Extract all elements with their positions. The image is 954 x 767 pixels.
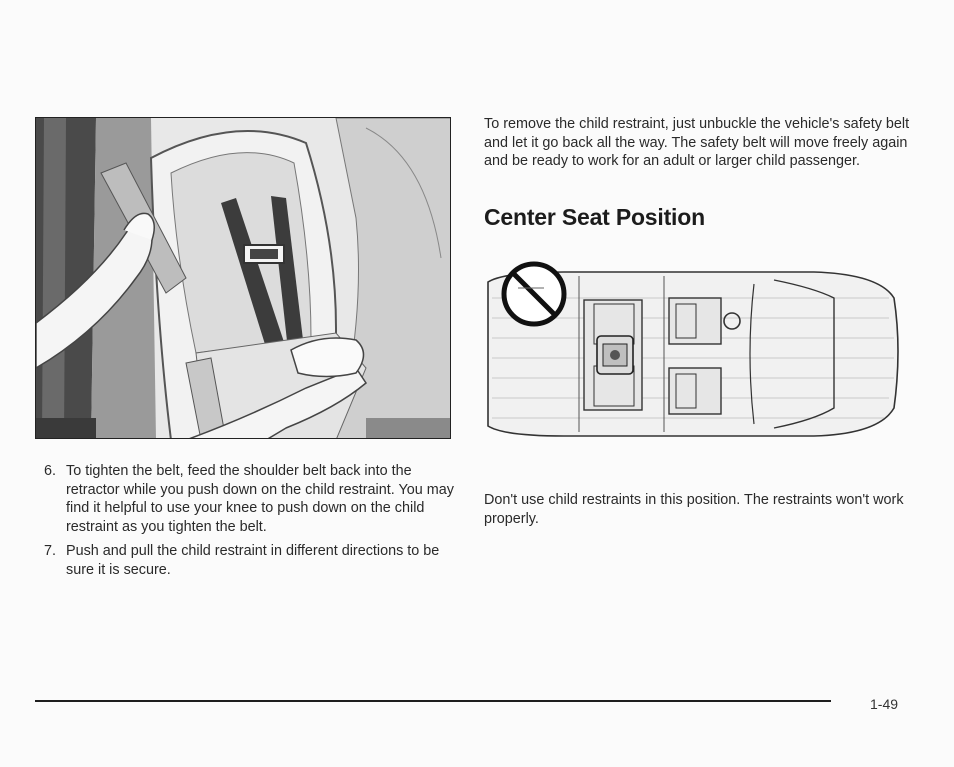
child-restraint-illustration	[35, 117, 451, 439]
page-number: 1-49	[870, 696, 899, 712]
list-item	[44, 542, 464, 579]
step-text: To tighten the belt, feed the shoulder belt back into the retractor while you push down on the child restraint. You may find it helpful to use your knee to push down on the child restraint as you tighten the belt.	[66, 463, 454, 535]
list-item	[44, 462, 464, 536]
instruction-steps	[44, 462, 464, 585]
step-number: 6.	[44, 463, 57, 479]
step-text: Push and pull the child restraint in different directions to be sure it is secure.	[66, 543, 440, 578]
diagram-caption: Don't use child restraints in this position. The restraints won't work properly.	[484, 492, 904, 527]
footer-rule	[35, 700, 831, 702]
intro-paragraph: To remove the child restraint, just unbuckle the vehicle's safety belt and let it go back all the way. The safety belt will move freely again and be ready to work for an adult or larger child passenger.	[484, 116, 910, 170]
section-heading: Center Seat Position	[484, 204, 705, 230]
step-number: 7.	[44, 543, 57, 559]
vehicle-seating-diagram	[484, 258, 904, 442]
